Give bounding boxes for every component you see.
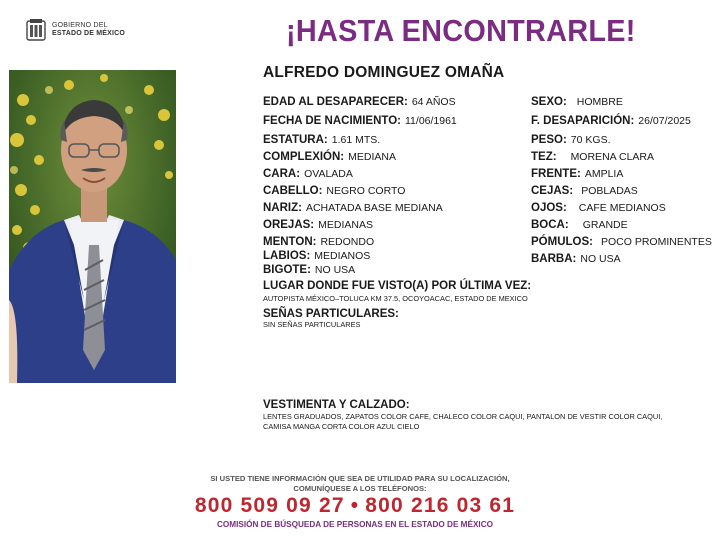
clothing-line-1: LENTES GRADUADOS, ZAPATOS COLOR CAFE, CHALECO COLOR CAQUI, PANTALON DE VESTIR COLOR CAQUI,	[263, 412, 663, 421]
commission-name: COMISIÓN DE BÚSQUEDA DE PERSONAS EN EL ESTADO DE MÉXICO	[217, 520, 493, 529]
field-birthdate-label: FECHA DE NACIMIENTO:	[263, 115, 401, 127]
state-logo	[26, 18, 125, 42]
last-seen-title: LUGAR DONDE FUE VISTO(A) POR ÚLTIMA VEZ:	[263, 280, 532, 292]
field-hair	[263, 185, 405, 197]
field-mustache-value: NO USA	[314, 264, 356, 276]
clothing-line-2: CAMISA MANGA CORTA COLOR AZUL CIELO	[263, 422, 420, 431]
field-hair-value: NEGRO CORTO	[326, 185, 406, 197]
marks-text: SIN SEÑAS PARTICULARES	[263, 320, 361, 329]
field-lips-value: MEDIANOS	[314, 250, 371, 262]
field-eyebrows	[531, 185, 638, 197]
field-complexion-label: TEZ:	[531, 151, 557, 163]
field-nose	[263, 202, 443, 214]
field-weight	[531, 134, 611, 146]
field-weight-value: 70 KGS.	[570, 134, 611, 146]
field-lips-label: LABIOS:	[263, 250, 311, 262]
field-height	[263, 134, 380, 146]
person-photo-illustration	[9, 70, 176, 383]
phone-number-1[interactable]: 800 509 09 27	[194, 494, 345, 517]
logo-line-2: ESTADO DE MÉXICO	[52, 30, 126, 37]
field-eyes	[531, 202, 666, 214]
footer-info-line-1: SI USTED TIENE INFORMACIÓN QUE SEA DE UTILIDAD PARA SU LOCALIZACIÓN,	[210, 474, 510, 483]
field-face-label: CARA:	[263, 168, 301, 180]
field-mouth	[531, 219, 628, 231]
field-disappearance-date-label: F. DESAPARICIÓN:	[531, 115, 635, 127]
field-lips	[263, 250, 370, 262]
field-mouth-value: GRANDE	[582, 219, 628, 231]
field-sex	[531, 96, 623, 108]
phone-separator: •	[350, 494, 360, 517]
field-nose-label: NARIZ:	[263, 202, 302, 214]
field-beard-value: NO USA	[580, 253, 621, 265]
field-age-value: 64 AÑOS	[411, 96, 456, 108]
field-disappearance-date	[531, 115, 691, 127]
field-face-value: OVALADA	[304, 168, 353, 180]
field-sex-label: SEXO:	[531, 96, 567, 108]
field-eyebrows-value: POBLADAS	[581, 185, 638, 197]
field-mustache-label: BIGOTE:	[263, 264, 311, 276]
field-forehead	[531, 168, 623, 180]
field-eyes-value: CAFE MEDIANOS	[578, 202, 666, 214]
field-ears	[263, 219, 373, 231]
field-nose-value: ACHATADA BASE MEDIANA	[305, 202, 443, 214]
field-disappearance-date-value: 26/07/2025	[638, 115, 691, 127]
field-beard	[531, 253, 621, 265]
field-age	[263, 96, 456, 108]
field-chin-label: MENTON:	[263, 236, 317, 248]
field-forehead-label: FRENTE:	[531, 168, 581, 180]
field-birthdate	[263, 115, 457, 127]
logo-line-1: GOBIERNO DEL	[52, 22, 108, 29]
field-face	[263, 168, 353, 180]
field-age-label: EDAD AL DESAPARECER:	[263, 96, 408, 108]
marks-title: SEÑAS PARTICULARES:	[263, 308, 399, 320]
field-cheekbones	[531, 236, 712, 248]
field-mouth-label: BOCA:	[531, 219, 569, 231]
field-height-value: 1.61 MTS.	[331, 134, 381, 146]
person-photo	[9, 70, 176, 383]
field-height-label: ESTATURA:	[263, 134, 328, 146]
field-chin-value: REDONDO	[320, 236, 375, 248]
state-seal-icon	[26, 18, 46, 42]
headline: ¡HASTA ENCONTRARLE!	[286, 13, 636, 48]
field-cheekbones-value: POCO PROMINENTES	[600, 236, 712, 248]
phone-number-2[interactable]: 800 216 03 61	[365, 494, 516, 517]
field-eyebrows-label: CEJAS:	[531, 185, 574, 197]
footer-info-line-2: COMUNÍQUESE A LOS TELÉFONOS:	[293, 484, 427, 493]
field-forehead-value: AMPLIA	[584, 168, 624, 180]
field-birthdate-value: 11/06/1961	[405, 115, 457, 127]
person-name: ALFREDO DOMINGUEZ OMAÑA	[263, 64, 505, 81]
field-build-label: COMPLEXIÓN:	[263, 151, 345, 163]
field-sex-value: HOMBRE	[576, 96, 623, 108]
field-beard-label: BARBA:	[531, 253, 577, 265]
field-eyes-label: OJOS:	[531, 202, 567, 214]
field-ears-value: MEDIANAS	[318, 219, 373, 231]
field-build-value: MEDIANA	[348, 151, 396, 163]
field-chin	[263, 236, 374, 248]
field-hair-label: CABELLO:	[263, 185, 323, 197]
field-ears-label: OREJAS:	[263, 219, 315, 231]
last-seen-text: AUTOPISTA MÉXICO–TOLUCA KM 37.5, OCOYOACAC, ESTADO DE MEXICO	[263, 294, 528, 303]
field-weight-label: PESO:	[531, 134, 567, 146]
field-complexion-value: MORENA CLARA	[570, 151, 654, 163]
clothing-title: VESTIMENTA Y CALZADO:	[263, 399, 410, 411]
field-cheekbones-label: PÓMULOS:	[531, 236, 593, 248]
field-build	[263, 151, 396, 163]
field-mustache	[263, 264, 355, 276]
field-complexion	[531, 151, 654, 163]
phone-numbers	[150, 494, 560, 518]
